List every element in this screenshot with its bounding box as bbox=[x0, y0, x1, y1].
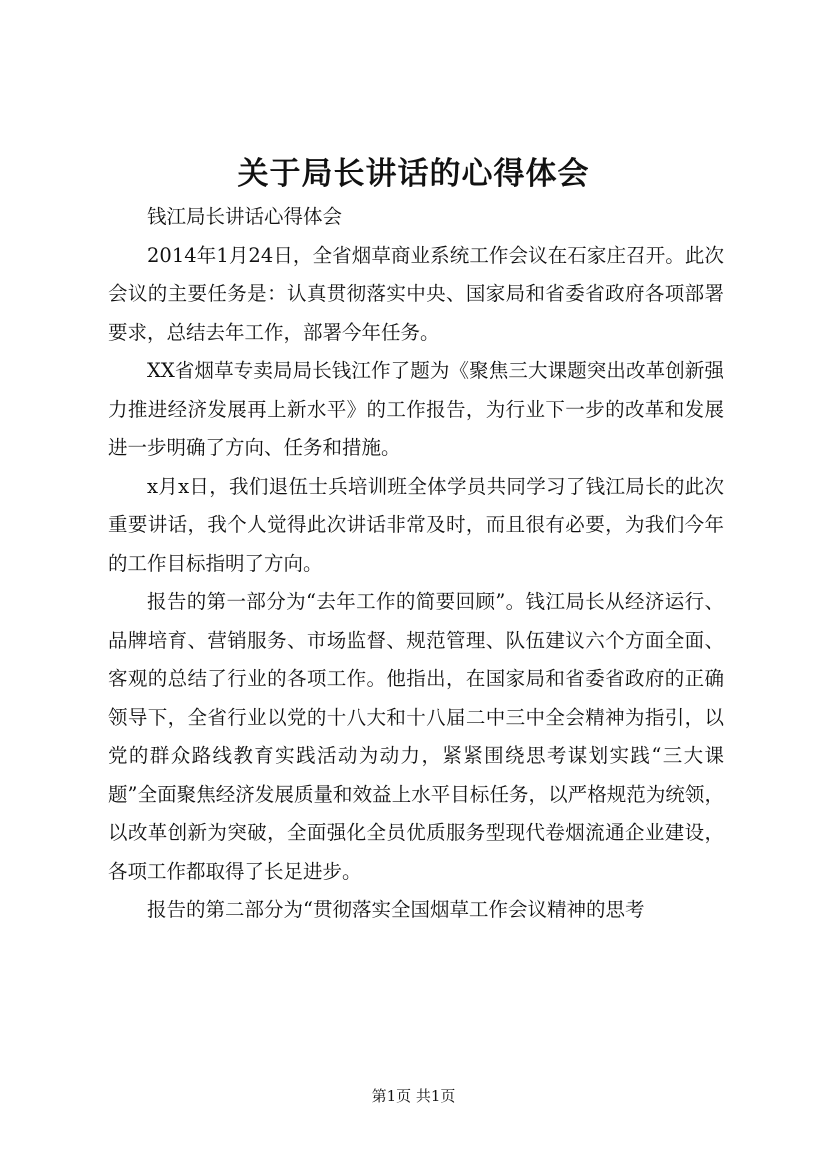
paragraph: 报告的第一部分为“去年工作的简要回顾”。钱江局长从经济运行、品牌培育、营销服务、市场监督、规范管理、队伍建议六个方面全面、客观的总结了行业的各项工作。他指出，在国家局和省委省政府的正确领导下，全省行业以党的十八大和十八届二中三中全会精神为指引，以党的群众路线教育实践活动为动力，紧紧围绕思考谋划实践“三大课题”全面聚焦经济发展质量和效益上水平目标任务，以严格规范为统领，以改革创新为突破，全面强化全员优质服务型现代卷烟流通企业建设，各项工作都取得了长足进步。 bbox=[108, 590, 724, 883]
page-number-footer: 第1页 共1页 bbox=[371, 1087, 456, 1105]
document-body bbox=[108, 198, 724, 930]
document-subtitle: 钱江局长讲话心得体会 bbox=[147, 205, 343, 228]
paragraph: XX省烟草专卖局局长钱江作了题为《聚焦三大课题突出改革创新强力推进经济发展再上新水平》的工作报告，为行业下一步的改革和发展进一步明确了方向、任务和措施。 bbox=[108, 359, 724, 459]
document-title: 关于局长讲话的心得体会 bbox=[237, 156, 590, 192]
paragraph: 报告的第二部分为“贯彻落实全国烟草工作会议精神的思考 bbox=[147, 898, 645, 921]
paragraph: 2014年1月24日，全省烟草商业系统工作会议在石家庄召开。此次会议的主要任务是：认真贯彻落实中央、国家局和省委省政府各项部署要求，总结去年工作，部署今年任务。 bbox=[108, 243, 724, 344]
paragraph: x月x日，我们退伍士兵培训班全体学员共同学习了钱江局长的此次重要讲话，我个人觉得此次讲话非常及时，而且很有必要，为我们今年的工作目标指明了方向。 bbox=[108, 474, 724, 575]
